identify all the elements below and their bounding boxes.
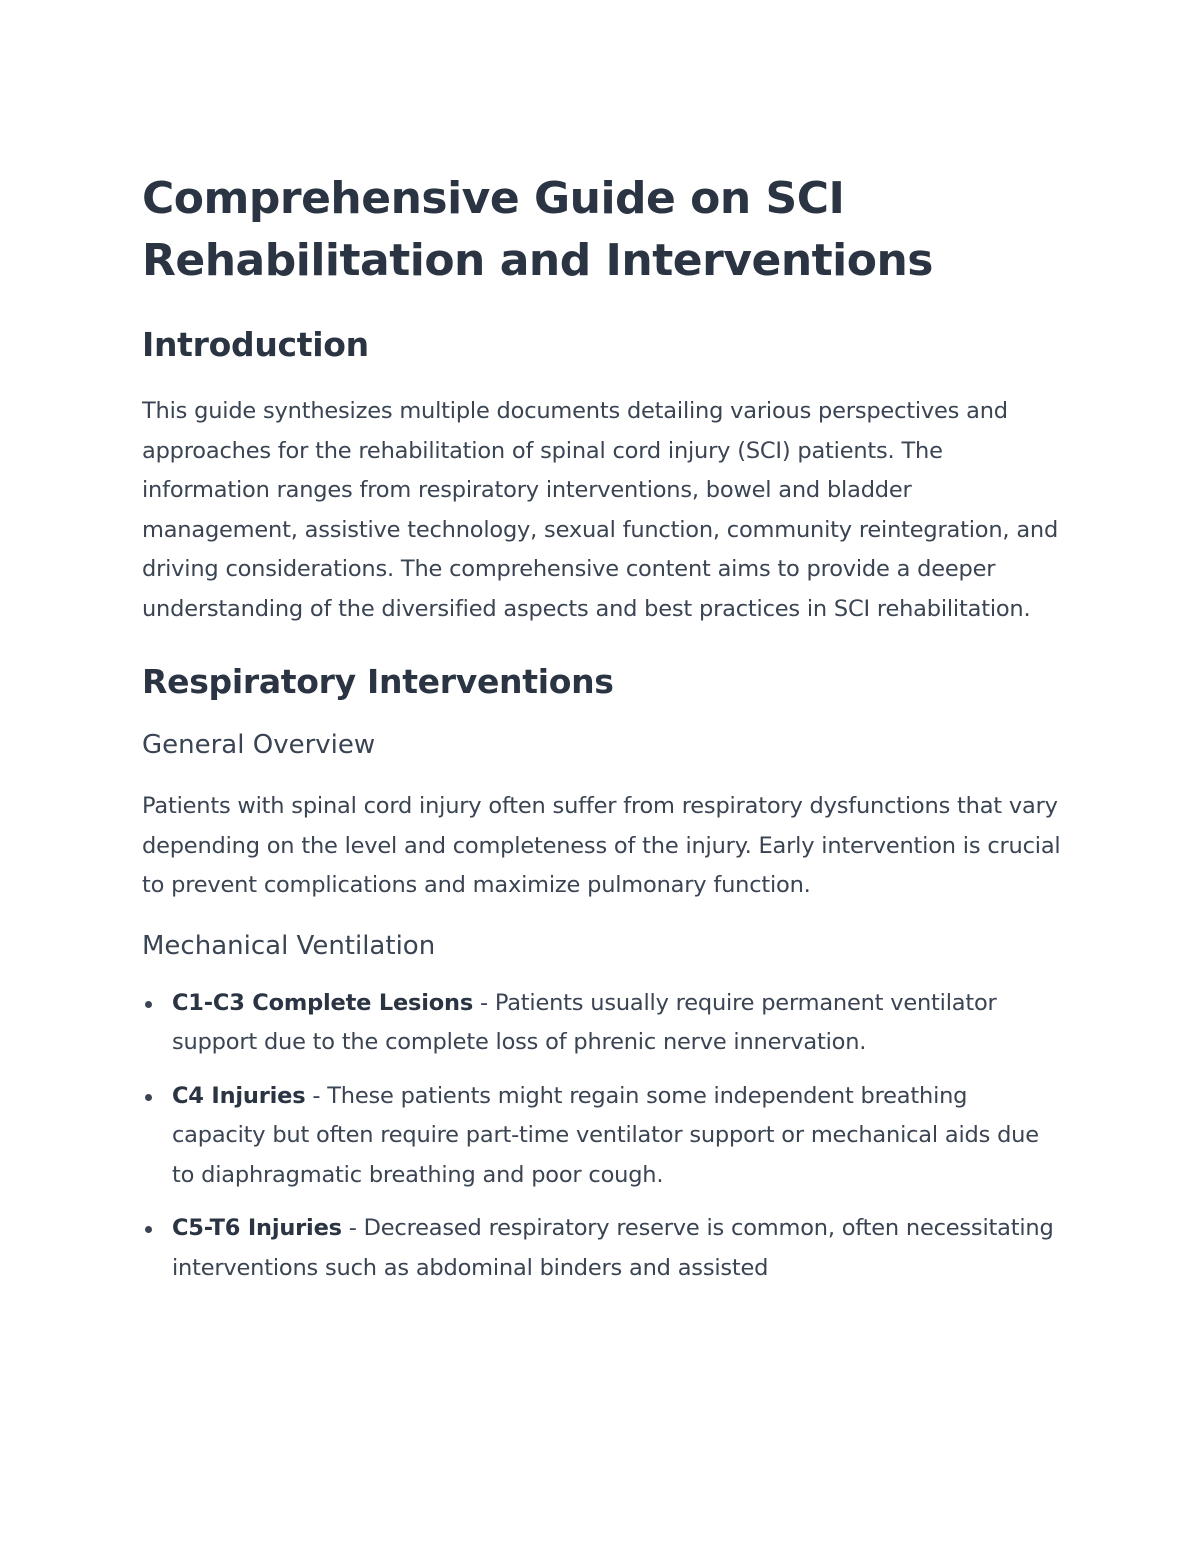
general-overview-paragraph: Patients with spinal cord injury often suffer from respiratory dysfunctions that vary depending on the level and completeness of the injury. Early intervention is crucial to prevent complications and maximize pulmonary function. [142,793,1061,898]
list-item-term: C4 Injuries [172,1082,306,1109]
bullet-icon [145,1226,152,1233]
list-item [142,1077,1062,1196]
introduction-paragraph: This guide synthesizes multiple documents detailing various perspectives and approaches for the rehabilitation of spinal cord injury (SCI) patients. The information ranges from respiratory interventions, bowel and bladder management, assistive technology, sexual function, community reintegration, and driving considerations. The comprehensive content aims to provide a deeper understanding of the diversified aspects and best practices in SCI rehabilitation. [142,398,1059,622]
bullet-icon [145,1094,152,1101]
list-item-text: - Patients usually require permanent ventilator support due to the complete loss of phrenic nerve innervation. [172,989,997,1055]
list-item-term: C5-T6 Injuries [172,1215,342,1241]
list-item-text: - Decreased respiratory reserve is common, often necessitating interventions such as abdominal binders and assisted [172,1215,1054,1281]
mechanical-ventilation-heading: Mechanical Ventilation [142,930,436,961]
list-item [142,1209,1062,1288]
ventilation-list [142,984,1062,1289]
bullet-icon [145,1001,152,1008]
list-item-term: C1-C3 Complete Lesions [172,989,474,1016]
document-title: Comprehensive Guide on SCI Rehabilitation and Interventions [142,173,933,286]
introduction-heading: Introduction [142,325,369,364]
respiratory-heading: Respiratory Interventions [142,662,614,701]
list-item [142,984,1062,1063]
list-item-text: - These patients might regain some independent breathing capacity but often require part-time ventilator support or mechanical aids due to diaphragmatic breathing and poor cough. [172,1082,1039,1188]
general-overview-heading: General Overview [142,730,376,760]
document-page [142,168,1062,1302]
